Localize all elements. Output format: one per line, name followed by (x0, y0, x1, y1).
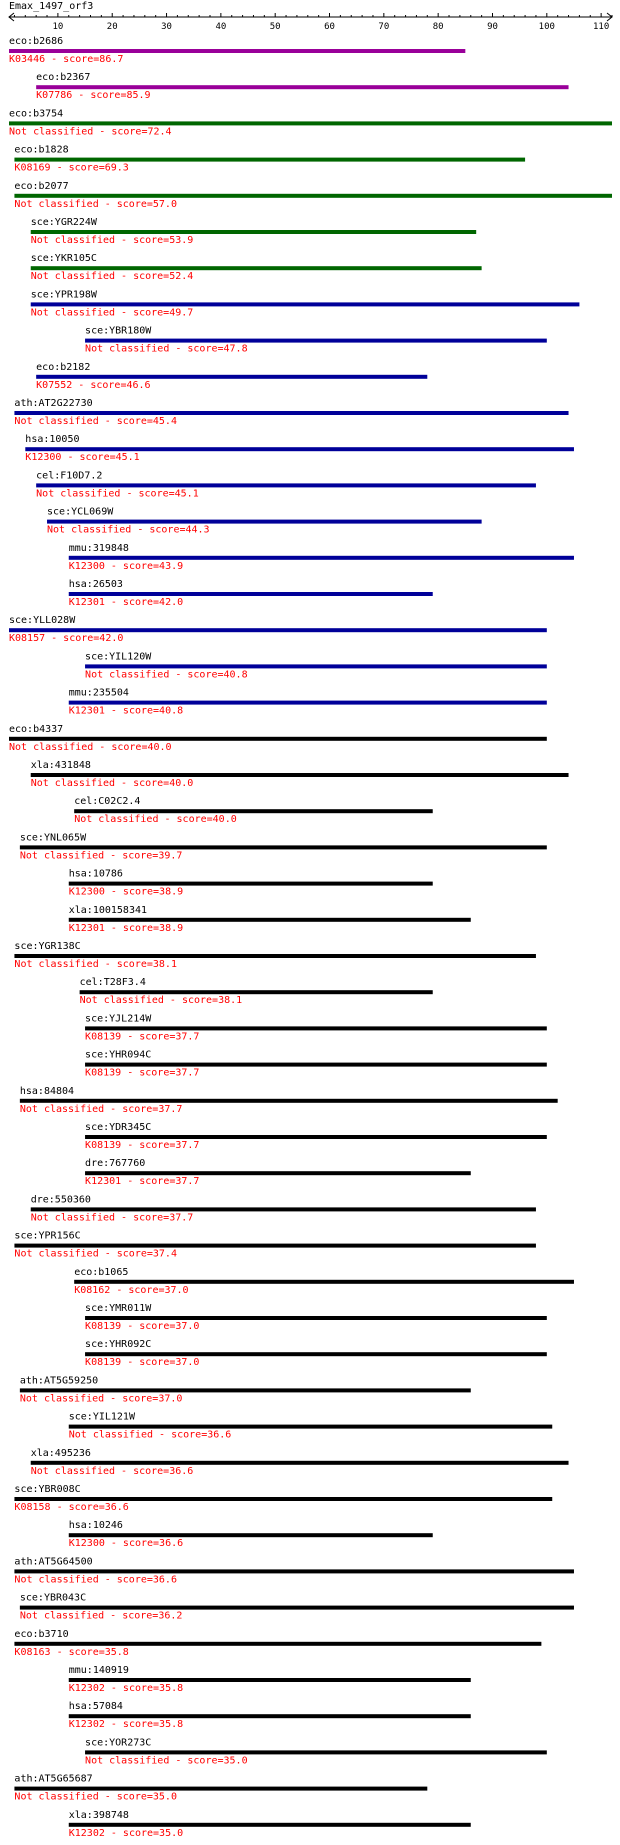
hit-bar[interactable] (69, 556, 574, 560)
hit-label[interactable]: sce:YHR092C (85, 1339, 152, 1351)
hit-annotation[interactable]: Not classified - score=40.0 (74, 814, 237, 826)
hit-row (20, 1375, 471, 1404)
hit-row (69, 1701, 471, 1730)
position-axis (9, 13, 612, 32)
hit-bar[interactable] (20, 1606, 574, 1610)
hit-annotation[interactable]: Not classified - score=36.6 (14, 1574, 177, 1586)
hit-annotation[interactable]: Not classified - score=35.0 (14, 1791, 177, 1803)
hit-row (74, 796, 433, 825)
hit-label[interactable]: sce:YIL121W (68, 1411, 135, 1423)
hit-row (31, 1194, 536, 1223)
hit-label[interactable]: xla:431848 (30, 760, 91, 771)
hit-row (85, 1122, 547, 1151)
hit-annotation[interactable]: K12301 - score=38.9 (68, 922, 184, 934)
hit-bar[interactable] (14, 194, 612, 198)
hit-bar[interactable] (14, 954, 536, 958)
hit-bar[interactable] (74, 809, 433, 813)
hit-row (31, 1448, 569, 1477)
hit-annotation[interactable]: K08139 - score=37.7 (85, 1140, 200, 1151)
hit-bar[interactable] (20, 845, 547, 849)
hit-annotation[interactable]: K12300 - score=43.9 (68, 560, 184, 572)
hit-label[interactable]: hsa:10050 (25, 434, 80, 446)
hit-annotation[interactable]: Not classified - score=52.4 (30, 271, 194, 283)
hit-bar[interactable] (69, 1678, 471, 1682)
hit-bar[interactable] (31, 266, 482, 270)
hit-row (14, 1629, 541, 1658)
axis-tick-label: 110 (593, 22, 610, 32)
hit-label[interactable]: dre:550360 (30, 1194, 91, 1206)
hit-row (85, 1050, 547, 1079)
hit-row (69, 688, 547, 717)
hit-row (14, 1774, 427, 1803)
hit-row (47, 507, 482, 536)
hit-row (69, 869, 433, 898)
hit-bar[interactable] (31, 1461, 569, 1465)
hit-bar[interactable] (14, 158, 525, 162)
hit-bar[interactable] (31, 302, 580, 306)
hit-annotation[interactable]: Not classified - score=37.0 (19, 1393, 183, 1405)
hit-row (31, 289, 580, 318)
hit-bar[interactable] (69, 1533, 433, 1537)
hit-label[interactable]: ath:AT2G22730 (14, 398, 93, 409)
hit-annotation[interactable]: K08158 - score=36.6 (14, 1502, 129, 1513)
hit-row (69, 1520, 433, 1549)
hit-label[interactable]: hsa:10786 (68, 868, 123, 880)
hit-row (9, 108, 612, 137)
hit-label[interactable]: sce:YPR156C (14, 1230, 81, 1242)
hit-annotation[interactable]: K12301 - score=40.8 (68, 705, 184, 717)
hit-bar[interactable] (20, 1388, 471, 1392)
hit-row (14, 1231, 536, 1260)
hit-row (20, 1593, 574, 1622)
hit-annotation[interactable]: K07552 - score=46.6 (36, 379, 151, 391)
hit-label[interactable]: eco:b2367 (36, 72, 91, 84)
hit-label[interactable]: sce:YBR180W (85, 325, 152, 337)
hit-label[interactable]: eco:b1828 (14, 144, 69, 156)
hit-annotation[interactable]: K08139 - score=37.7 (85, 1067, 200, 1079)
hit-annotation[interactable]: Not classified - score=49.7 (30, 307, 194, 319)
hit-bar[interactable] (85, 1171, 471, 1175)
hit-annotation[interactable]: Not classified - score=39.7 (19, 850, 183, 862)
hit-label[interactable]: eco:b2686 (9, 36, 64, 47)
hit-annotation[interactable]: K12301 - score=37.7 (85, 1176, 200, 1188)
hit-label[interactable]: eco:b2077 (14, 180, 69, 192)
hit-annotation[interactable]: Not classified - score=40.0 (9, 741, 172, 753)
hit-annotation[interactable]: Not classified - score=40.8 (85, 669, 248, 681)
hit-row (14, 1556, 574, 1585)
hit-label[interactable]: sce:YIL120W (85, 651, 152, 663)
hit-annotation[interactable]: Not classified - score=57.0 (14, 198, 177, 210)
hit-label[interactable]: dre:767760 (85, 1158, 146, 1170)
hit-label[interactable]: eco:b3754 (9, 108, 64, 120)
hit-bar[interactable] (25, 447, 574, 451)
hit-annotation[interactable]: Not classified - score=47.8 (85, 343, 248, 355)
hit-label[interactable]: ath:AT5G59250 (19, 1375, 99, 1387)
hit-row (36, 470, 536, 499)
hit-bar[interactable] (36, 483, 536, 487)
hit-annotation[interactable]: K08162 - score=37.0 (74, 1284, 189, 1296)
hit-row (85, 326, 547, 355)
hit-row (20, 1086, 558, 1115)
hit-annotation[interactable]: Not classified - score=36.6 (30, 1465, 194, 1477)
hit-label[interactable]: eco:b1065 (74, 1266, 129, 1278)
axis-tick-label: 20 (106, 22, 118, 32)
hit-annotation[interactable]: K12300 - score=38.9 (68, 886, 184, 898)
hit-bar[interactable] (85, 1316, 547, 1320)
hit-label[interactable]: mmu:140919 (68, 1665, 129, 1676)
hit-bar[interactable] (14, 1569, 574, 1573)
hit-list (9, 36, 612, 1839)
hit-annotation[interactable]: K12302 - score=35.0 (68, 1827, 184, 1839)
hit-row (69, 543, 574, 572)
hit-label[interactable]: sce:YBR043C (19, 1592, 87, 1604)
hit-label[interactable]: eco:b4337 (9, 723, 64, 735)
hit-annotation[interactable]: Not classified - score=38.1 (14, 959, 177, 970)
hit-row (80, 977, 433, 1006)
query-title: Emax_1497_orf3 (9, 1, 94, 12)
hit-annotation[interactable]: K08157 - score=42.0 (9, 633, 124, 645)
hit-bar[interactable] (9, 737, 547, 741)
hit-annotation[interactable]: K08139 - score=37.0 (85, 1357, 200, 1369)
hit-bar[interactable] (85, 1352, 547, 1356)
hit-bar[interactable] (31, 1207, 536, 1211)
hit-label[interactable]: sce:YGR224W (30, 217, 97, 228)
hit-row (14, 1484, 552, 1513)
hit-annotation[interactable]: K12300 - score=36.6 (68, 1538, 184, 1550)
axis-tick-label: 100 (538, 22, 555, 32)
hit-annotation[interactable]: K08169 - score=69.3 (14, 162, 129, 174)
hit-label[interactable]: cel:T28F3.4 (79, 977, 146, 989)
hit-label[interactable]: xla:100158341 (68, 904, 148, 916)
hit-label[interactable]: ath:AT5G64500 (14, 1556, 93, 1568)
hit-bar[interactable] (47, 520, 482, 524)
hit-bar[interactable] (9, 49, 465, 53)
hit-row (9, 724, 547, 753)
hit-annotation[interactable]: Not classified - score=44.3 (47, 524, 210, 536)
axis-tick-label: 60 (324, 22, 335, 32)
hit-bar[interactable] (80, 990, 433, 994)
hit-bar[interactable] (74, 1280, 574, 1284)
hit-annotation[interactable]: K07786 - score=85.9 (36, 90, 151, 102)
hit-annotation[interactable]: Not classified - score=45.1 (36, 488, 199, 500)
hit-row (14, 181, 612, 210)
hit-label[interactable]: hsa:84804 (19, 1085, 75, 1097)
hit-bar[interactable] (85, 1135, 547, 1139)
hit-label[interactable]: xla:398748 (68, 1809, 129, 1821)
hit-label[interactable]: eco:b3710 (14, 1628, 69, 1640)
hit-bar[interactable] (85, 1063, 547, 1067)
hit-bar[interactable] (69, 1714, 471, 1718)
axis-tick-label: 90 (487, 22, 498, 32)
hit-bar[interactable] (14, 1497, 552, 1501)
hit-label[interactable]: mmu:319848 (68, 542, 129, 554)
hit-row (20, 832, 547, 861)
hit-label[interactable]: sce:YLL028W (9, 615, 76, 627)
hit-row (36, 72, 568, 101)
hit-row (31, 760, 569, 789)
hit-row (74, 1267, 574, 1296)
axis-tick-label: 30 (161, 22, 172, 32)
hit-row (85, 1303, 547, 1332)
hit-bar[interactable] (85, 339, 547, 343)
axis-tick-label: 70 (378, 22, 390, 32)
hit-annotation[interactable]: Not classified - score=53.9 (30, 235, 194, 246)
hit-annotation[interactable]: Not classified - score=36.6 (68, 1429, 232, 1441)
hit-label[interactable]: sce:YJL214W (85, 1013, 152, 1025)
axis-tick-label: 50 (269, 22, 281, 32)
hit-annotation[interactable]: Not classified - score=37.7 (19, 1103, 183, 1115)
hit-row (9, 36, 465, 65)
hit-bar[interactable] (85, 664, 547, 668)
hit-annotation[interactable]: Not classified - score=37.4 (14, 1248, 177, 1260)
hit-label[interactable]: sce:YGR138C (14, 941, 81, 952)
hit-row (25, 434, 574, 463)
hit-label[interactable]: sce:YKR105C (30, 253, 97, 265)
hit-bar[interactable] (31, 773, 569, 777)
hit-annotation[interactable]: Not classified - score=37.7 (30, 1212, 194, 1224)
hit-annotation[interactable]: Not classified - score=40.0 (30, 778, 194, 789)
axis-tick-label: 80 (432, 22, 444, 32)
hit-annotation[interactable]: Not classified - score=35.0 (85, 1755, 248, 1767)
hit-row (69, 905, 471, 934)
hit-bar[interactable] (69, 701, 547, 705)
hit-label[interactable]: sce:YDR345C (85, 1122, 152, 1133)
hit-row (69, 1412, 552, 1441)
hit-label[interactable]: eco:b2182 (36, 361, 91, 373)
hit-label[interactable]: sce:YBR008C (14, 1484, 81, 1495)
axis-tick-label: 10 (52, 22, 64, 32)
hit-annotation[interactable]: K12301 - score=42.0 (68, 597, 184, 608)
hit-row (9, 615, 547, 644)
hit-row (14, 398, 568, 427)
hit-label[interactable]: sce:YOR273C (85, 1737, 152, 1749)
hit-annotation[interactable]: K08139 - score=37.0 (85, 1321, 200, 1332)
hit-row (31, 253, 482, 282)
hit-row (85, 1339, 547, 1368)
hit-annotation[interactable]: K08163 - score=35.8 (14, 1646, 129, 1658)
hit-bar[interactable] (9, 121, 612, 125)
hit-annotation[interactable]: K08139 - score=37.7 (85, 1031, 200, 1043)
hit-bar[interactable] (69, 1823, 471, 1827)
hit-row (85, 1737, 547, 1766)
hit-bar[interactable] (20, 1099, 558, 1103)
hit-annotation[interactable]: Not classified - score=38.1 (79, 995, 243, 1007)
hit-label[interactable]: cel:C02C2.4 (74, 796, 141, 808)
hit-row (85, 1013, 547, 1042)
hit-row (36, 362, 427, 391)
hit-bar[interactable] (69, 1425, 552, 1429)
hit-bar[interactable] (85, 1750, 547, 1754)
hit-annotation[interactable]: Not classified - score=36.2 (19, 1610, 183, 1622)
hit-bar[interactable] (69, 918, 471, 922)
hit-label[interactable]: sce:YMR011W (85, 1303, 152, 1314)
hit-bar[interactable] (36, 85, 568, 89)
hit-bar[interactable] (69, 592, 433, 596)
hit-annotation[interactable]: K12302 - score=35.8 (68, 1719, 184, 1731)
hit-label[interactable]: hsa:10246 (68, 1520, 123, 1532)
hit-row (69, 1810, 471, 1839)
hit-annotation[interactable]: Not classified - score=45.4 (14, 416, 177, 427)
hit-row (85, 651, 547, 680)
hit-bar[interactable] (69, 882, 433, 886)
hit-label[interactable]: hsa:57084 (68, 1701, 123, 1713)
hit-annotation[interactable]: Not classified - score=72.4 (9, 126, 172, 138)
hit-bar[interactable] (14, 1642, 541, 1646)
hit-row (31, 217, 476, 246)
hit-label[interactable]: cel:F10D7.2 (36, 470, 103, 482)
hit-label[interactable]: hsa:26503 (68, 579, 123, 590)
hit-annotation[interactable]: K03446 - score=86.7 (9, 54, 124, 65)
hit-row (14, 145, 525, 174)
hit-label[interactable]: sce:YCL069W (47, 506, 114, 518)
hit-label[interactable]: sce:YNL065W (19, 832, 87, 844)
hit-bar[interactable] (36, 375, 427, 379)
hit-annotation[interactable]: K12300 - score=45.1 (25, 452, 140, 464)
hit-label[interactable]: sce:YPR198W (30, 289, 97, 301)
hit-bar[interactable] (31, 230, 476, 234)
hit-bar[interactable] (9, 628, 547, 632)
hit-label[interactable]: xla:495236 (30, 1447, 91, 1459)
hit-annotation[interactable]: K12302 - score=35.8 (68, 1683, 184, 1694)
hit-row (14, 941, 536, 970)
hit-row (69, 1665, 471, 1694)
hit-label[interactable]: ath:AT5G65687 (14, 1773, 93, 1785)
hit-bar[interactable] (14, 411, 568, 415)
hit-row (69, 579, 433, 608)
hit-bar[interactable] (85, 1026, 547, 1030)
hit-bar[interactable] (14, 1787, 427, 1791)
hit-row (85, 1158, 471, 1187)
hit-label[interactable]: mmu:235504 (68, 687, 129, 699)
hit-bar[interactable] (14, 1244, 536, 1248)
hit-label[interactable]: sce:YHR094C (85, 1049, 152, 1061)
axis-tick-label: 40 (215, 22, 227, 32)
